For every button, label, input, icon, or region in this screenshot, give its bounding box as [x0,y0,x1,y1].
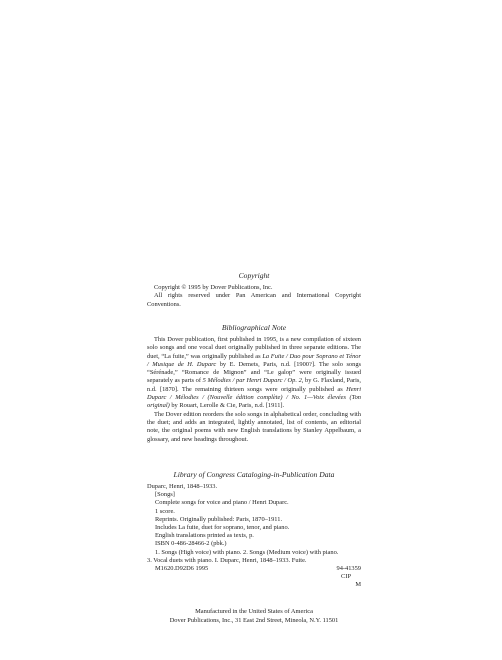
bibliographical-run: , by G. Flaxland, Paris, n.d. [1870]. The remaining thirteen songs were originally published as [147,377,361,393]
copyright-section [147,271,361,309]
bibliographical-run: by E. Demets, Paris, n.d. [1900?]. The solo songs “Sérénade,” “Romance de Mignon” and “Le galop” were originally issued separately as parts of [147,360,362,385]
cip-section [147,470,361,590]
bibliographical-section [147,323,361,444]
bibliographical-run: 5 Mélodies / par Henri Duparc / Op. 2 [202,377,302,385]
bibliographical-paragraph-2: The Dover edition reorders the solo songs in alphabetical order, concluding with the duet; and adds an integrated, lightly annotated, list of contents, an editorial note, the original poems with new English translations by Stanley Appelbaum, a glossary, and new headings throughout. [147,410,361,443]
cip-score: 1 score. [155,507,175,515]
cip-heading: Library of Congress Cataloging-in-Publication Data [173,470,335,479]
manufactured-line: Manufactured in the United States of America [195,608,313,615]
cip-includes: Includes La fuite, duet for soprano, tenor, and piano. [155,524,290,532]
cip-subjects-2: 3. Vocal duets with piano. I. Duparc, Henri, 1848–1933. Fuite. [147,556,307,564]
manufacture-footer [147,608,361,625]
bibliographical-paragraph-1 [147,336,361,411]
cip-cip-label: CIP [341,573,351,581]
cip-lccn: 94-41359 [336,565,361,573]
bibliographical-run: This Dover publication, first published in 1995, is a new compilation of sixteen solo songs and one vocal duet originally published in three separate editions. The duet, “La fuite,” was originally published as [147,336,361,360]
cip-subjects-1: 1. Songs (High voice) with piano. 2. Songs (Medium voice) with piano. [155,548,339,556]
bibliographical-run: Henri Duparc / Mélodies / (Nouvelle édition complète) / No. 1—Voix élevées (Ton original) [147,385,361,410]
copyright-line: Copyright © 1995 by Dover Publications, Inc. [154,284,273,291]
cip-call-number-row [147,565,361,573]
cip-reprints: Reprints. Originally published: Paris, 1870–1911. [155,515,283,523]
cip-uniform-title: [Songs] [155,491,175,499]
cip-author: Duparc, Henri, 1848–1933. [147,483,218,490]
cip-m-label: M [355,581,361,589]
cip-call-number: M1620.D92D6 1995 [155,565,209,573]
copyright-heading: Copyright [238,271,270,280]
cip-isbn: ISBN 0-486-28466-2 (pbk.) [155,540,227,548]
rights-line: All rights reserved under Pan American and International Copyright Conventions. [147,292,361,308]
publisher-address: Dover Publications, Inc., 31 East 2nd Street, Mineola, N.Y. 11501 [169,616,339,624]
bibliographical-run: La Fuite / Duo pour Soprano et Ténor / Musique de H. Duparc [147,352,361,368]
bibliographical-run: by Rouart, Lerolle & Cie, Paris, n.d. [1911]. [169,402,285,410]
cip-title: Complete songs for voice and piano / Henri Duparc. [155,499,289,507]
cip-translations: English translations printed as texts, p. [155,532,254,540]
bibliographical-heading: Bibliographical Note [221,323,287,332]
